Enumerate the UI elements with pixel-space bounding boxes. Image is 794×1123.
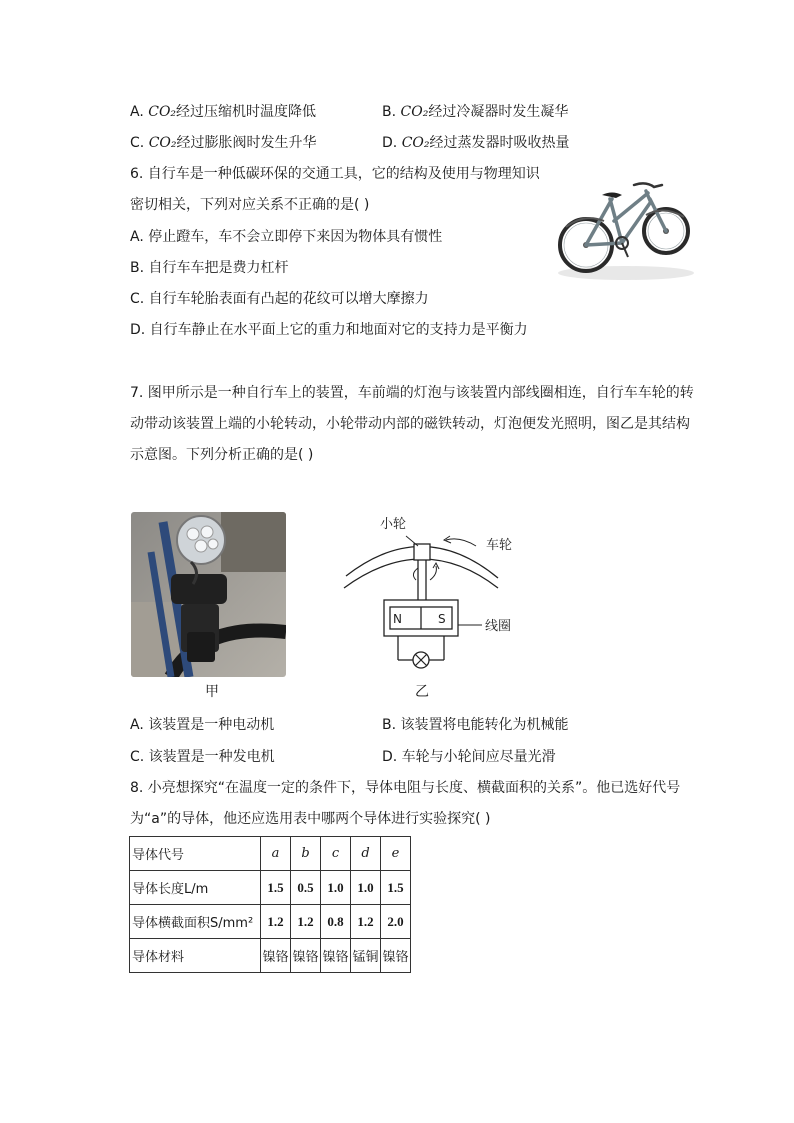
table-cell: 1.2 (261, 905, 291, 939)
coil-label: 线圈 (485, 619, 512, 634)
q5-option-c (130, 133, 317, 153)
option-text: 经过膨胀阀时发生升华 (176, 135, 317, 151)
wheel-label: 车轮 (486, 538, 513, 553)
q7-stem-line3: 示意图。下列分析正确的是( ) (130, 447, 314, 463)
table-cell: 镍铬 (261, 939, 291, 973)
q6-option-c: C. 自行车轮胎表面有凸起的花纹可以增大摩擦力 (130, 291, 429, 307)
q5-option-b (382, 102, 568, 122)
figure-a-caption: 甲 (205, 684, 219, 700)
dynamo-diagram (340, 508, 530, 683)
table-header-cell: b (291, 837, 321, 871)
q7-option-c: C. 该装置是一种发电机 (130, 749, 275, 765)
q5-option-d (382, 133, 570, 153)
conductor-table (129, 836, 411, 973)
q6-option-a: A. 停止蹬车，车不会立即停下来因为物体具有惯性 (130, 229, 443, 245)
table-cell: 镍铬 (381, 939, 411, 973)
table-cell: 1.5 (381, 871, 411, 905)
co2-formula: CO₂ (400, 104, 429, 120)
option-letter: B. (382, 104, 397, 120)
option-letter: D. (382, 135, 398, 151)
co2-formula: CO₂ (401, 135, 430, 151)
table-cell: 锰铜 (351, 939, 381, 973)
option-text: 经过压缩机时温度降低 (176, 104, 317, 120)
table-header-cell: c (321, 837, 351, 871)
q7-stem-line2: 动带动该装置上端的小轮转动，小轮带动内部的磁铁转动，灯泡便发光照明，图乙是其结构 (130, 416, 690, 432)
dynamo-photo (131, 512, 286, 677)
row-label: 导体横截面积S/mm² (130, 905, 261, 939)
q6-option-d: D. 自行车静止在水平面上它的重力和地面对它的支持力是平衡力 (130, 322, 528, 338)
table-cell: 1.0 (351, 871, 381, 905)
table-header-cell: e (381, 837, 411, 871)
magnet-south-label: S (438, 612, 446, 626)
option-text: 经过蒸发器时吸收热量 (429, 135, 570, 151)
q8-stem-line1: 8. 小亮想探究“在温度一定的条件下，导体电阻与长度、横截面积的关系”。他已选好代号 (130, 780, 681, 796)
co2-formula: CO₂ (148, 104, 177, 120)
table-header-cell: a (261, 837, 291, 871)
table-header-cell: d (351, 837, 381, 871)
q6-stem-line1: 6. 自行车是一种低碳环保的交通工具，它的结构及使用与物理知识 (130, 166, 540, 182)
figure-b-caption: 乙 (415, 684, 429, 700)
q7-option-d: D. 车轮与小轮间应尽量光滑 (382, 749, 556, 765)
table-row (130, 939, 411, 973)
table-cell: 1.5 (261, 871, 291, 905)
bicycle-image (554, 165, 696, 283)
table-row (130, 905, 411, 939)
q7-option-a: A. 该装置是一种电动机 (130, 717, 275, 733)
q5-option-a (130, 102, 316, 122)
table-cell: 1.2 (351, 905, 381, 939)
option-letter: A. (130, 104, 144, 120)
table-cell: 镍铬 (321, 939, 351, 973)
table-cell: 0.8 (321, 905, 351, 939)
table-header-label: 导体代号 (130, 837, 261, 871)
q6-stem-line2: 密切相关，下列对应关系不正确的是( ) (130, 197, 370, 213)
table-header-row (130, 837, 411, 871)
table-row (130, 871, 411, 905)
table-cell: 1.0 (321, 871, 351, 905)
magnet-north-label: N (393, 612, 402, 626)
q7-stem-line1: 7. 图甲所示是一种自行车上的装置，车前端的灯泡与该装置内部线圈相连，自行车车轮的转 (130, 385, 694, 401)
table-cell: 1.2 (291, 905, 321, 939)
option-letter: C. (130, 135, 145, 151)
row-label: 导体长度L/m (130, 871, 261, 905)
table-cell: 2.0 (381, 905, 411, 939)
q7-option-b: B. 该装置将电能转化为机械能 (382, 717, 569, 733)
small-wheel-label: 小轮 (380, 517, 407, 532)
table-cell: 镍铬 (291, 939, 321, 973)
co2-formula: CO₂ (148, 135, 177, 151)
q6-option-b: B. 自行车车把是费力杠杆 (130, 260, 289, 276)
q8-stem-line2: 为“a”的导体，他还应选用表中哪两个导体进行实验探究( ) (130, 811, 491, 827)
row-label: 导体材料 (130, 939, 261, 973)
table-cell: 0.5 (291, 871, 321, 905)
option-text: 经过冷凝器时发生凝华 (428, 104, 569, 120)
